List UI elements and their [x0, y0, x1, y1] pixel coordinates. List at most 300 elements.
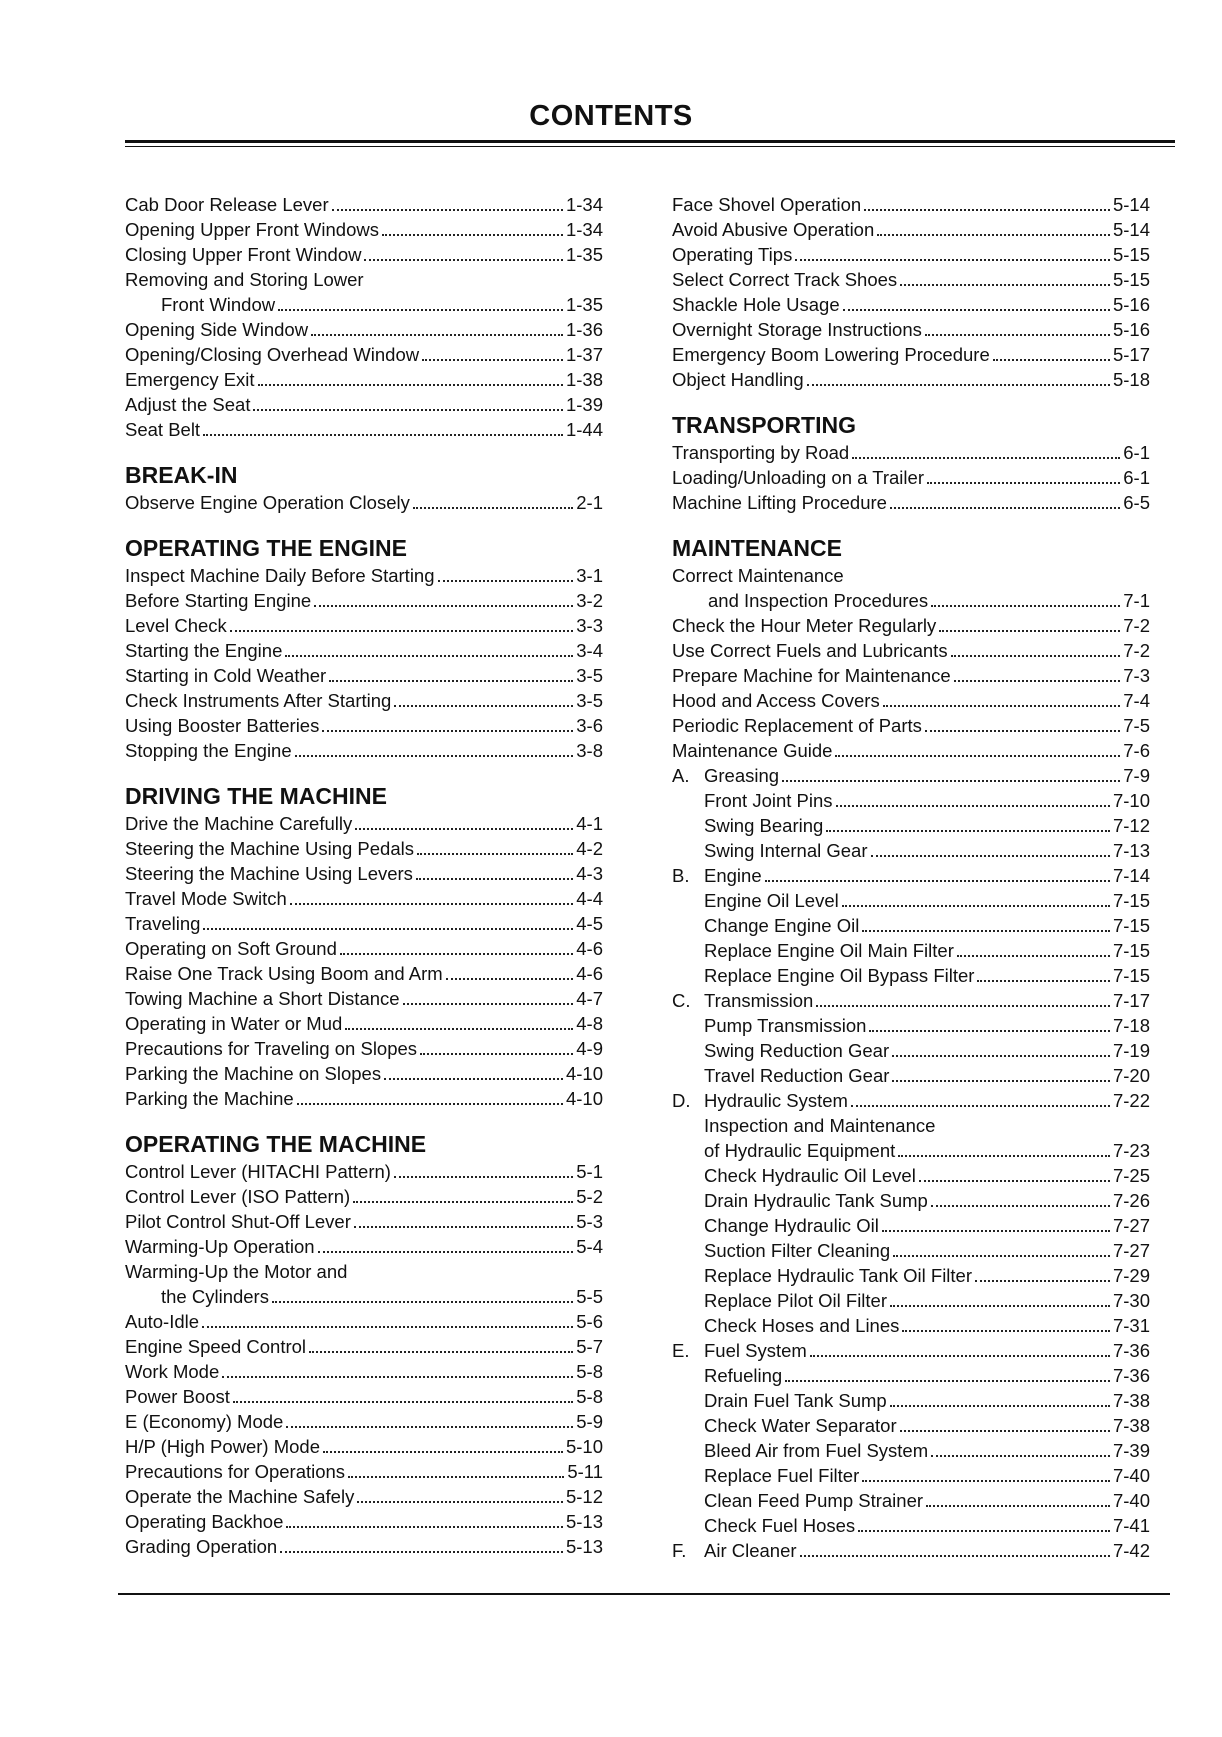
section-heading: OPERATING THE MACHINE — [125, 1131, 427, 1157]
toc-entry[interactable] — [125, 392, 603, 417]
dot-leader — [353, 1201, 573, 1203]
dot-leader — [295, 755, 574, 757]
dot-leader — [309, 1351, 573, 1353]
entry-page-number: 1-37 — [565, 344, 603, 365]
entry-page-number: 7-15 — [1112, 890, 1150, 911]
entry-title: Control Lever (ISO Pattern) — [125, 1186, 351, 1207]
toc-entry[interactable] — [672, 988, 1150, 1013]
toc-entry[interactable] — [672, 1063, 1150, 1088]
entry-title: Replace Engine Oil Main Filter — [704, 940, 954, 961]
entry-title: Seat Belt — [125, 419, 201, 440]
entry-page-number: 6-1 — [1123, 467, 1150, 488]
entry-title: Change Engine Oil — [704, 915, 860, 936]
entry-title: Auto-Idle — [125, 1311, 200, 1332]
entry-page-number: 7-1 — [1123, 590, 1150, 611]
toc-entry[interactable] — [125, 836, 603, 861]
entry-title: Operating in Water or Mud — [125, 1013, 343, 1034]
entry-title: Steering the Machine Using Levers — [125, 863, 413, 884]
page-title: CONTENTS — [529, 100, 693, 132]
toc-section — [125, 192, 603, 442]
toc-entry[interactable] — [125, 713, 603, 738]
entry-page-number: 7-40 — [1112, 1465, 1150, 1486]
toc-entry[interactable] — [672, 490, 1150, 515]
entry-title: Emergency Boom Lowering Procedure — [672, 344, 990, 365]
toc-entry[interactable] — [125, 811, 603, 836]
dot-leader — [422, 359, 563, 361]
entry-page-number: 1-38 — [565, 369, 603, 390]
entry-page-number: 4-1 — [576, 813, 603, 834]
toc-entry[interactable] — [672, 1013, 1150, 1038]
entry-page-number: 5-15 — [1112, 244, 1150, 265]
toc-entry[interactable] — [125, 1434, 603, 1459]
toc-entry[interactable] — [125, 192, 603, 217]
entry-page-number: 3-8 — [576, 740, 603, 761]
entry-page-number: 4-8 — [576, 1013, 603, 1034]
entry-page-number: 3-1 — [576, 565, 603, 586]
toc-entry[interactable] — [125, 1309, 603, 1334]
toc-entry[interactable] — [125, 417, 603, 442]
dot-leader — [835, 755, 1120, 757]
entry-title: Drive the Machine Carefully — [125, 813, 353, 834]
entry-title: Drain Fuel Tank Sump — [704, 1390, 887, 1411]
entry-page-number: 3-4 — [576, 640, 603, 661]
entry-title: Face Shovel Operation — [672, 194, 862, 215]
toc-entry[interactable] — [125, 292, 603, 317]
toc-section — [672, 533, 1150, 1563]
toc-entry[interactable] — [125, 886, 603, 911]
entry-title: Before Starting Engine — [125, 590, 312, 611]
toc-entry[interactable] — [125, 1409, 603, 1434]
toc-column-left — [125, 192, 603, 1559]
dot-leader — [364, 259, 562, 261]
dot-leader — [382, 234, 563, 236]
entry-page-number: 1-35 — [565, 294, 603, 315]
entry-page-number: 7-13 — [1112, 840, 1150, 861]
entry-page-number: 5-14 — [1112, 219, 1150, 240]
entry-title: Grading Operation — [125, 1536, 278, 1557]
toc-entry[interactable] — [125, 1011, 603, 1036]
entry-title: Parking the Machine — [125, 1088, 294, 1109]
entry-page-number: 3-5 — [576, 665, 603, 686]
toc-entry[interactable] — [125, 342, 603, 367]
dot-leader — [890, 1405, 1110, 1407]
toc-entry[interactable] — [672, 1188, 1150, 1213]
toc-entry[interactable] — [125, 936, 603, 961]
dot-leader — [931, 605, 1120, 607]
toc-entry[interactable] — [125, 1184, 603, 1209]
entry-page-number: 7-27 — [1112, 1215, 1150, 1236]
toc-entry[interactable] — [125, 1284, 603, 1309]
entry-page-number: 7-36 — [1112, 1340, 1150, 1361]
dot-leader — [280, 1551, 563, 1553]
toc-entry[interactable] — [125, 1359, 603, 1384]
entry-title: Clean Feed Pump Strainer — [704, 1490, 924, 1511]
entry-title: Level Check — [125, 615, 227, 636]
entry-title: Shackle Hole Usage — [672, 294, 840, 315]
toc-entry[interactable] — [125, 1061, 603, 1086]
entry-page-number: 7-6 — [1123, 740, 1150, 761]
dot-leader — [893, 1255, 1110, 1257]
dot-leader — [925, 334, 1110, 336]
entry-title: Towing Machine a Short Distance — [125, 988, 400, 1009]
entry-page-number: 7-25 — [1112, 1165, 1150, 1186]
toc-entry[interactable] — [672, 1313, 1150, 1338]
entry-title: Front Joint Pins — [704, 790, 833, 811]
entry-title: Pump Transmission — [704, 1015, 867, 1036]
entry-title: Replace Fuel Filter — [704, 1465, 860, 1486]
entry-page-number: 3-5 — [576, 690, 603, 711]
toc-entry[interactable] — [672, 563, 1150, 588]
dot-leader — [322, 730, 573, 732]
entry-page-number: 7-23 — [1112, 1140, 1150, 1161]
entry-title: Suction Filter Cleaning — [704, 1240, 891, 1261]
dot-leader — [416, 878, 573, 880]
entry-title: Control Lever (HITACHI Pattern) — [125, 1161, 391, 1182]
toc-entry[interactable] — [125, 317, 603, 342]
entry-page-number: 7-5 — [1123, 715, 1150, 736]
toc-entry[interactable] — [672, 192, 1150, 217]
entry-title: Periodic Replacement of Parts — [672, 715, 922, 736]
entry-page-number: 7-39 — [1112, 1440, 1150, 1461]
toc-entry[interactable] — [125, 1509, 603, 1534]
entry-title: Prepare Machine for Maintenance — [672, 665, 951, 686]
entry-page-number: 7-2 — [1123, 615, 1150, 636]
dot-leader — [871, 855, 1110, 857]
toc-entry[interactable] — [672, 888, 1150, 913]
toc-column-right — [672, 192, 1150, 1563]
toc-entry[interactable] — [125, 688, 603, 713]
toc-section — [125, 781, 603, 1111]
toc-entry[interactable] — [125, 986, 603, 1011]
entry-page-number: 4-6 — [576, 938, 603, 959]
entry-page-number: 5-5 — [576, 1286, 603, 1307]
entry-page-number: 5-3 — [576, 1211, 603, 1232]
entry-title: and Inspection Procedures — [708, 590, 929, 611]
toc-entry[interactable] — [125, 1334, 603, 1359]
dot-leader — [394, 705, 573, 707]
toc-entry[interactable] — [672, 217, 1150, 242]
entry-title: Operating on Soft Ground — [125, 938, 337, 959]
dot-leader — [384, 1078, 563, 1080]
toc-entry[interactable] — [125, 1384, 603, 1409]
dot-leader — [900, 1430, 1110, 1432]
entry-title: Swing Bearing — [704, 815, 824, 836]
toc-entry[interactable] — [672, 1088, 1150, 1113]
dot-leader — [348, 1476, 564, 1478]
toc-entry[interactable] — [672, 738, 1150, 763]
toc-entry[interactable] — [672, 242, 1150, 267]
entry-title: Inspect Machine Daily Before Starting — [125, 565, 435, 586]
toc-entry[interactable] — [672, 1238, 1150, 1263]
toc-entry[interactable] — [672, 1538, 1150, 1563]
entry-page-number: 7-9 — [1123, 765, 1150, 786]
entry-title: Overnight Storage Instructions — [672, 319, 922, 340]
dot-leader — [900, 284, 1110, 286]
entry-page-number: 5-12 — [565, 1486, 603, 1507]
dot-leader — [977, 980, 1110, 982]
entry-page-number: 7-18 — [1112, 1015, 1150, 1036]
toc-entry[interactable] — [125, 738, 603, 763]
dot-leader — [902, 1330, 1110, 1332]
entry-title: Opening/Closing Overhead Window — [125, 344, 420, 365]
entry-letter: A. — [672, 765, 690, 786]
dot-leader — [826, 830, 1110, 832]
toc-entry[interactable] — [125, 638, 603, 663]
toc-entry[interactable] — [672, 1513, 1150, 1538]
entry-title: Operate the Machine Safely — [125, 1486, 355, 1507]
entry-page-number: 7-38 — [1112, 1415, 1150, 1436]
entry-title: Starting the Engine — [125, 640, 283, 661]
toc-entry[interactable] — [672, 638, 1150, 663]
entry-page-number: 7-15 — [1112, 965, 1150, 986]
entry-page-number: 1-34 — [565, 194, 603, 215]
entry-title: Adjust the Seat — [125, 394, 251, 415]
entry-page-number: 7-2 — [1123, 640, 1150, 661]
dot-leader — [858, 1530, 1110, 1532]
toc-entry[interactable] — [125, 1159, 603, 1184]
entry-page-number: 1-44 — [565, 419, 603, 440]
dot-leader — [925, 730, 1120, 732]
dot-leader — [272, 1301, 573, 1303]
toc-entry[interactable] — [125, 563, 603, 588]
section-heading: OPERATING THE ENGINE — [125, 535, 407, 561]
entry-page-number: 6-1 — [1123, 442, 1150, 463]
entry-page-number: 5-10 — [565, 1436, 603, 1457]
entry-title: Transmission — [704, 990, 814, 1011]
entry-page-number: 7-31 — [1112, 1315, 1150, 1336]
toc-entry[interactable] — [672, 863, 1150, 888]
entry-page-number: 5-11 — [567, 1461, 603, 1482]
section-heading: MAINTENANCE — [672, 535, 842, 561]
toc-entry[interactable] — [672, 813, 1150, 838]
toc-entry[interactable] — [672, 440, 1150, 465]
entry-title: Drain Hydraulic Tank Sump — [704, 1190, 928, 1211]
entry-title: Select Correct Track Shoes — [672, 269, 898, 290]
dot-leader — [253, 409, 562, 411]
toc-entry[interactable] — [125, 613, 603, 638]
toc-entry[interactable] — [125, 490, 603, 515]
entry-title: Precautions for Traveling on Slopes — [125, 1038, 418, 1059]
dot-leader — [438, 580, 574, 582]
toc-entry[interactable] — [125, 961, 603, 986]
dot-leader — [836, 805, 1110, 807]
entry-title: Stopping the Engine — [125, 740, 292, 761]
toc-entry[interactable] — [672, 267, 1150, 292]
dot-leader — [354, 1226, 573, 1228]
entry-title: Steering the Machine Using Pedals — [125, 838, 414, 859]
entry-page-number: 4-4 — [576, 888, 603, 909]
dot-leader — [957, 955, 1110, 957]
entry-title: Air Cleaner — [704, 1540, 797, 1561]
entry-page-number: 7-38 — [1112, 1390, 1150, 1411]
toc-entry[interactable] — [672, 1213, 1150, 1238]
entry-title: Use Correct Fuels and Lubricants — [672, 640, 948, 661]
dot-leader — [345, 1028, 573, 1030]
toc-entry[interactable] — [672, 588, 1150, 613]
section-heading: TRANSPORTING — [672, 412, 856, 438]
toc-entry[interactable] — [672, 1438, 1150, 1463]
entry-letter: E. — [672, 1340, 690, 1361]
toc-entry[interactable] — [672, 1263, 1150, 1288]
entry-title: Work Mode — [125, 1361, 220, 1382]
toc-entry[interactable] — [125, 911, 603, 936]
toc-entry[interactable] — [672, 713, 1150, 738]
entry-page-number: 5-13 — [565, 1536, 603, 1557]
toc-entry[interactable] — [672, 1363, 1150, 1388]
toc-entry[interactable] — [125, 267, 603, 292]
dot-leader — [446, 978, 574, 980]
header-rule-thin — [125, 146, 1175, 147]
toc-section — [125, 533, 603, 763]
dot-leader — [939, 630, 1120, 632]
entry-page-number: 5-7 — [576, 1336, 603, 1357]
dot-leader — [340, 953, 573, 955]
entry-title: Pilot Control Shut-Off Lever — [125, 1211, 351, 1232]
entry-title: Check Water Separator — [704, 1415, 897, 1436]
entry-page-number: 7-4 — [1123, 690, 1150, 711]
entry-page-number: 7-20 — [1112, 1065, 1150, 1086]
dot-leader — [890, 507, 1120, 509]
entry-page-number: 4-9 — [576, 1038, 603, 1059]
toc-entry[interactable] — [672, 465, 1150, 490]
toc-entry[interactable] — [672, 963, 1150, 988]
entry-title: Check Instruments After Starting — [125, 690, 392, 711]
entry-page-number: 7-27 — [1112, 1240, 1150, 1261]
toc-entry[interactable] — [125, 1259, 603, 1284]
toc-entry[interactable] — [125, 861, 603, 886]
entry-page-number: 3-6 — [576, 715, 603, 736]
toc-entry[interactable] — [672, 788, 1150, 813]
dot-leader — [869, 1030, 1110, 1032]
toc-entry[interactable] — [125, 1459, 603, 1484]
dot-leader — [782, 780, 1120, 782]
entry-page-number: 2-1 — [576, 492, 603, 513]
toc-entry[interactable] — [672, 342, 1150, 367]
dot-leader — [297, 1103, 563, 1105]
toc-entry[interactable] — [672, 1288, 1150, 1313]
toc-entry[interactable] — [672, 688, 1150, 713]
toc-entry[interactable] — [125, 588, 603, 613]
entry-page-number: 7-26 — [1112, 1190, 1150, 1211]
section-heading: DRIVING THE MACHINE — [125, 783, 387, 809]
entry-page-number: 3-2 — [576, 590, 603, 611]
toc-entry[interactable] — [125, 1484, 603, 1509]
toc-entry[interactable] — [672, 613, 1150, 638]
entry-page-number: 4-7 — [576, 988, 603, 1009]
dot-leader — [795, 259, 1110, 261]
toc-entry[interactable] — [672, 838, 1150, 863]
dot-leader — [954, 680, 1121, 682]
toc-entry[interactable] — [672, 1338, 1150, 1363]
entry-page-number: 5-8 — [576, 1361, 603, 1382]
dot-leader — [843, 309, 1110, 311]
toc-entry[interactable] — [672, 1113, 1150, 1138]
entry-page-number: 7-12 — [1112, 815, 1150, 836]
entry-page-number: 7-10 — [1112, 790, 1150, 811]
dot-leader — [877, 234, 1110, 236]
entry-page-number: 5-4 — [576, 1236, 603, 1257]
toc-entry[interactable] — [125, 1209, 603, 1234]
toc-entry[interactable] — [672, 763, 1150, 788]
toc-entry[interactable] — [125, 367, 603, 392]
toc-entry[interactable] — [125, 242, 603, 267]
entry-title: Precautions for Operations — [125, 1461, 346, 1482]
toc-entry[interactable] — [672, 663, 1150, 688]
toc-entry[interactable] — [672, 913, 1150, 938]
toc-entry[interactable] — [672, 317, 1150, 342]
toc-entry[interactable] — [125, 663, 603, 688]
toc-entry[interactable] — [672, 1463, 1150, 1488]
toc-entry[interactable] — [672, 292, 1150, 317]
toc-entry[interactable] — [125, 1234, 603, 1259]
dot-leader — [975, 1280, 1110, 1282]
entry-page-number: 4-6 — [576, 963, 603, 984]
entry-title: Travel Reduction Gear — [704, 1065, 890, 1086]
entry-title: Check Fuel Hoses — [704, 1515, 856, 1536]
toc-entry[interactable] — [672, 1388, 1150, 1413]
entry-page-number: 7-22 — [1112, 1090, 1150, 1111]
dot-leader — [203, 434, 563, 436]
dot-leader — [222, 1376, 573, 1378]
entry-title: Check the Hour Meter Regularly — [672, 615, 937, 636]
entry-title: Operating Backhoe — [125, 1511, 284, 1532]
dot-leader — [332, 209, 563, 211]
entry-title: E (Economy) Mode — [125, 1411, 284, 1432]
entry-title: Refueling — [704, 1365, 783, 1386]
entry-title: Warming-Up the Motor and — [125, 1261, 348, 1282]
toc-entry[interactable] — [672, 938, 1150, 963]
entry-page-number: 7-36 — [1112, 1365, 1150, 1386]
entry-title: Replace Hydraulic Tank Oil Filter — [704, 1265, 973, 1286]
toc-entry[interactable] — [125, 1086, 603, 1111]
dot-leader — [357, 1501, 563, 1503]
toc-entry[interactable] — [672, 1413, 1150, 1438]
toc-entry[interactable] — [672, 367, 1150, 392]
dot-leader — [842, 905, 1110, 907]
entry-title: Inspection and Maintenance — [704, 1115, 936, 1136]
entry-title: Using Booster Batteries — [125, 715, 320, 736]
entry-title: Emergency Exit — [125, 369, 255, 390]
dot-leader — [927, 482, 1120, 484]
entry-title: Check Hoses and Lines — [704, 1315, 900, 1336]
toc-section — [125, 460, 603, 515]
entry-page-number: 4-2 — [576, 838, 603, 859]
entry-title: Observe Engine Operation Closely — [125, 492, 410, 513]
entry-page-number: 5-13 — [565, 1511, 603, 1532]
toc-entry[interactable] — [672, 1038, 1150, 1063]
entry-title: Engine Speed Control — [125, 1336, 307, 1357]
toc-entry[interactable] — [672, 1488, 1150, 1513]
entry-title: Removing and Storing Lower — [125, 269, 364, 290]
toc-entry[interactable] — [125, 217, 603, 242]
entry-page-number: 5-15 — [1112, 269, 1150, 290]
entry-page-number: 3-3 — [576, 615, 603, 636]
entry-title: Opening Upper Front Windows — [125, 219, 379, 240]
dot-leader — [785, 1380, 1110, 1382]
dot-leader — [882, 1230, 1110, 1232]
toc-entry[interactable] — [125, 1036, 603, 1061]
entry-title: Bleed Air from Fuel System — [704, 1440, 929, 1461]
toc-entry[interactable] — [125, 1534, 603, 1559]
toc-entry[interactable] — [672, 1138, 1150, 1163]
entry-title: Engine — [704, 865, 762, 886]
toc-entry[interactable] — [672, 1163, 1150, 1188]
dot-leader — [816, 1005, 1110, 1007]
dot-leader — [203, 928, 573, 930]
dot-leader — [851, 1105, 1110, 1107]
entry-page-number: 7-19 — [1112, 1040, 1150, 1061]
dot-leader — [314, 605, 573, 607]
